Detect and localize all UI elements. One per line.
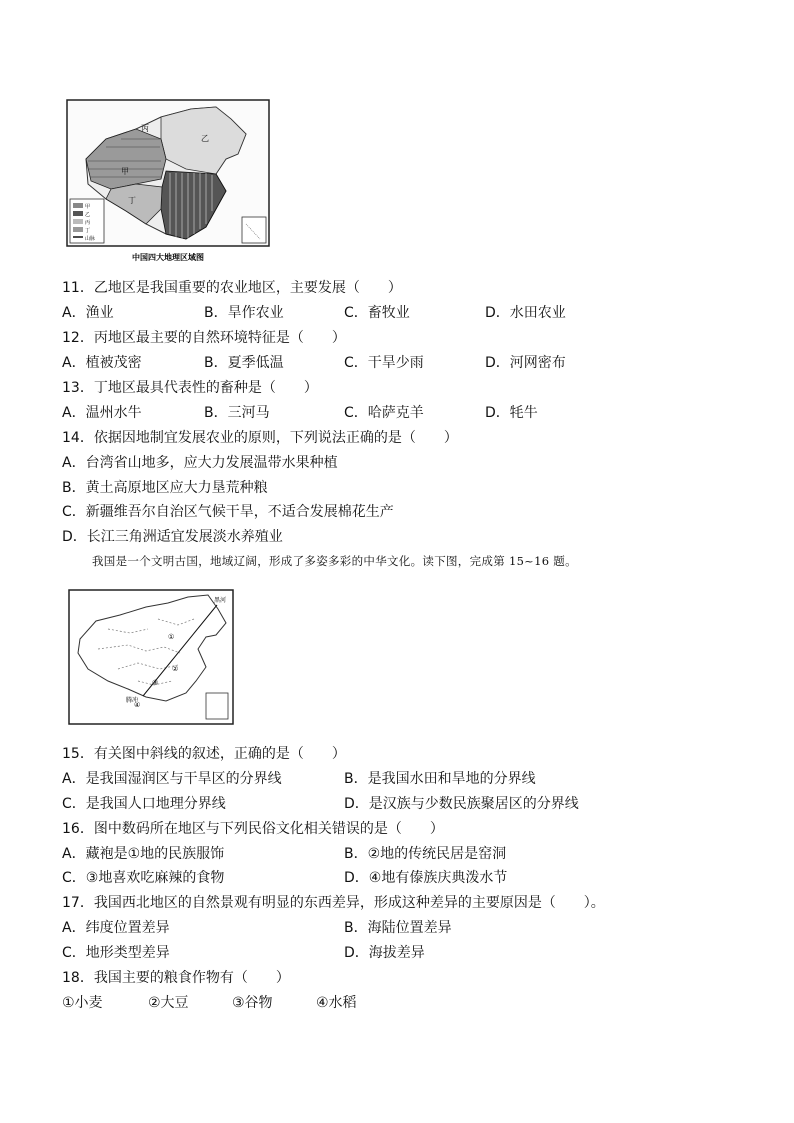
q12-option-a[interactable]: A．植被茂密 (62, 355, 142, 371)
q15-option-d[interactable]: D．是汉族与少数民族聚居区的分界线 (344, 796, 579, 812)
q17-option-c[interactable]: C．地形类型差异 (62, 945, 170, 961)
q18-item-2: ②大豆 (148, 995, 189, 1011)
question-11-stem: 11．乙地区是我国重要的农业地区，主要发展（ ） (62, 280, 402, 296)
four-regions-map (66, 99, 270, 265)
region-label: 甲 (121, 167, 129, 176)
map-caption: 中国四大地理区域图 (132, 252, 204, 262)
legend-label: 丁 (85, 228, 91, 234)
q12-option-c[interactable]: C．干旱少雨 (344, 355, 424, 371)
question-18-stem: 18．我国主要的粮食作物有（ ） (62, 970, 290, 986)
q15-option-c[interactable]: C．是我国人口地理分界线 (62, 796, 226, 812)
marker-4: ④ (134, 701, 141, 709)
region-label: 丙 (141, 124, 149, 133)
q16-option-d[interactable]: D．④地有傣族庆典泼水节 (344, 870, 508, 886)
four-regions-map-svg (66, 99, 270, 265)
q11-option-b[interactable]: B．旱作农业 (204, 305, 284, 321)
q14-option-b[interactable]: B．黄土高原地区应大力垦荒种粮 (62, 480, 268, 496)
q14-option-a[interactable]: A．台湾省山地多，应大力发展温带水果种植 (62, 455, 338, 471)
heihe-label: 黑河 (214, 597, 227, 604)
question-12-stem: 12．丙地区最主要的自然环境特征是（ ） (62, 330, 346, 346)
hu-line-map-svg (68, 589, 234, 725)
q13-option-b[interactable]: B．三河马 (204, 405, 270, 421)
q14-option-d[interactable]: D．长江三角洲适宜发展淡水养殖业 (62, 529, 283, 545)
q13-option-c[interactable]: C．哈萨克羊 (344, 405, 424, 421)
q15-option-b[interactable]: B．是我国水田和旱地的分界线 (344, 771, 536, 787)
region-label: 乙 (201, 134, 209, 143)
legend-label: 乙 (85, 212, 91, 218)
q14-option-c[interactable]: C．新疆维吾尔自治区气候干旱，不适合发展棉花生产 (62, 504, 394, 520)
q13-option-a[interactable]: A．温州水牛 (62, 405, 142, 421)
marker-2: ② (172, 665, 179, 673)
tengchong-label: 腾冲 (126, 697, 139, 704)
legend-label: 甲 (85, 204, 91, 210)
question-13-stem: 13．丁地区最具代表性的畜种是（ ） (62, 380, 318, 396)
q15-option-a[interactable]: A．是我国湿润区与干旱区的分界线 (62, 771, 282, 787)
q16-option-c[interactable]: C．③地喜欢吃麻辣的食物 (62, 870, 225, 886)
question-14-stem: 14．依据因地制宜发展农业的原则，下列说法正确的是（ ） (62, 430, 458, 446)
q18-item-1: ①小麦 (62, 995, 103, 1011)
q16-option-b[interactable]: B．②地的传统民居是窑洞 (344, 846, 507, 862)
q11-option-c[interactable]: C．畜牧业 (344, 305, 410, 321)
q12-option-b[interactable]: B．夏季低温 (204, 355, 284, 371)
legend-label: 山脉 (85, 236, 96, 242)
marker-1: ① (168, 633, 175, 641)
hu-line-map (68, 589, 234, 725)
q17-option-b[interactable]: B．海陆位置差异 (344, 920, 452, 936)
q11-option-a[interactable]: A．渔业 (62, 305, 114, 321)
region-label: 丁 (128, 196, 136, 205)
q13-option-d[interactable]: D．牦牛 (485, 405, 538, 421)
q17-option-a[interactable]: A．纬度位置差异 (62, 920, 170, 936)
q17-option-d[interactable]: D．海拔差异 (344, 945, 425, 961)
q18-item-4: ④水稻 (316, 995, 357, 1011)
q16-option-a[interactable]: A．藏袍是①地的民族服饰 (62, 846, 225, 862)
q18-item-3: ③谷物 (232, 995, 273, 1011)
passage-intro: 我国是一个文明古国，地域辽阔，形成了多姿多彩的中华文化。读下图，完成第 15~16 题。 (92, 554, 577, 568)
q11-option-d[interactable]: D．水田农业 (485, 305, 566, 321)
question-16-stem: 16．图中数码所在地区与下列民俗文化相关错误的是（ ） (62, 821, 444, 837)
legend-label: 丙 (85, 220, 91, 226)
marker-3: ③ (152, 679, 159, 687)
question-15-stem: 15．有关图中斜线的叙述，正确的是（ ） (62, 746, 346, 762)
question-17-stem: 17．我国西北地区的自然景观有明显的东西差异，形成这种差异的主要原因是（ ）。 (62, 895, 605, 911)
q12-option-d[interactable]: D．河网密布 (485, 355, 566, 371)
